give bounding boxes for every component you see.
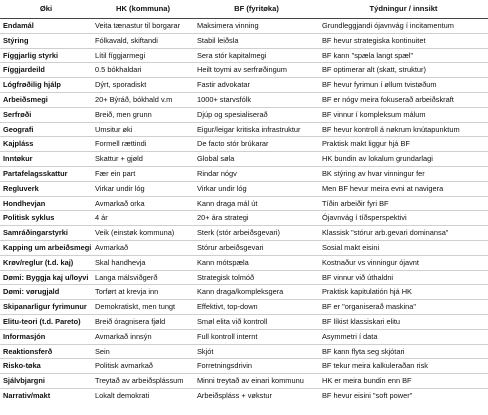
municipality-cell: Avmarkað orka [92,196,194,211]
company-cell: Effektivt, top-down [194,300,319,315]
row-label: Endamál [0,19,92,34]
table-row [0,388,488,402]
company-cell: Sterk (stór arbeiðsgevari) [194,226,319,241]
table-row [0,211,488,226]
company-cell: Forretningsdrivin [194,359,319,374]
company-cell: De facto stór brúkarar [194,137,319,152]
table-row [0,314,488,329]
municipality-cell: Umsitur øki [92,122,194,137]
municipality-cell: Formell rættindi [92,137,194,152]
municipality-cell: Veita tænastur til borgarar [92,19,194,34]
municipality-cell: Avmarkað innsýn [92,329,194,344]
table-row [0,137,488,152]
insight-cell: BF vinnur í kompleksum málum [319,107,488,122]
municipality-cell: Treytað av arbeiðsplássum [92,374,194,389]
insight-cell: BF hevur strategiska kontinuitet [319,33,488,48]
insight-cell: Tíðin arbeiðir fyri BF [319,196,488,211]
company-cell: Stabil leiðsla [194,33,319,48]
table-row [0,33,488,48]
company-cell: Strategisk tolmóð [194,270,319,285]
insight-cell: BF hevur fyrimun í øllum tvistøðum [319,78,488,93]
insight-cell: Ójavnvág í tíðsperspektivi [319,211,488,226]
company-cell: Global søla [194,152,319,167]
company-cell: 1000+ starvsfólk [194,92,319,107]
municipality-cell: Langa málsviðgerð [92,270,194,285]
insight-cell: BF hevur kontroll á nøkrum knútapunktum [319,122,488,137]
municipality-cell: Breið óragnisera fjøld [92,314,194,329]
insight-cell: BF er nógv meira fokuserað arbeiðskraft [319,92,488,107]
insight-cell: Grundleggjandi ójavnvág í incitamentum [319,19,488,34]
table-row [0,181,488,196]
table-row [0,255,488,270]
table-row [0,240,488,255]
insight-cell: BK stýring av hvar vinningur fer [319,166,488,181]
row-label: Skipanarligur fyrimunur [0,300,92,315]
company-cell: Minni treytað av einari kommunu [194,374,319,389]
company-cell: 20+ ára strategi [194,211,319,226]
municipality-cell: Avmarkað [92,240,194,255]
row-label: Serfrøði [0,107,92,122]
insight-cell: Sosial makt eisini [319,240,488,255]
company-cell: Heilt toymi av serfrøðingum [194,63,319,78]
row-label: Fíggjarlig styrki [0,48,92,63]
row-label: Dømi: vørugjald [0,285,92,300]
table-row [0,19,488,34]
header-insight: Týdningur / innsikt [319,0,488,19]
row-label: Elitu-teori (t.d. Pareto) [0,314,92,329]
insight-cell: BF vinnur við úthaldni [319,270,488,285]
table-row [0,226,488,241]
table-row [0,285,488,300]
header-municipality: HK (kommuna) [92,0,194,19]
company-cell: Virkar undir lóg [194,181,319,196]
company-cell: Kann draga/kompleksgera [194,285,319,300]
company-cell: Kann mótspæla [194,255,319,270]
row-label: Fíggjardeild [0,63,92,78]
insight-cell: BF er "organiserað maskina" [319,300,488,315]
company-cell: Maksimera vinning [194,19,319,34]
row-label: Hondhevjan [0,196,92,211]
municipality-cell: Virkar undir lóg [92,181,194,196]
row-label: Inntøkur [0,152,92,167]
insight-cell: Praktisk kapitulatión hjá HK [319,285,488,300]
table-row [0,344,488,359]
table-row [0,122,488,137]
row-label: Stýring [0,33,92,48]
insight-cell: Kostnaður vs vinningur ójavnt [319,255,488,270]
table-row [0,359,488,374]
municipality-cell: Fær ein part [92,166,194,181]
municipality-cell: 20+ Býráð, bókhald v.m [92,92,194,107]
table-body [0,19,488,403]
row-label: Reaktionsferð [0,344,92,359]
company-cell: Smøl elita við kontroll [194,314,319,329]
header-company: BF (fyritøka) [194,0,319,19]
insight-cell: BF líkist klassiskari elitu [319,314,488,329]
insight-cell: Asymmetri í data [319,329,488,344]
insight-cell: HK bundin av lokalum grundarlagi [319,152,488,167]
row-label: Partafelagsskattur [0,166,92,181]
municipality-cell: Politisk avmarkað [92,359,194,374]
municipality-cell: Skattur + gjøld [92,152,194,167]
row-label: Krøv/reglur (t.d. kaj) [0,255,92,270]
company-cell: Arbeiðspláss + vøkstur [197,390,272,400]
municipality-cell: Dýrt, sporadiskt [92,78,194,93]
municipality-cell: Veik (einstøk kommuna) [92,226,194,241]
row-label: Dømi: Byggja kaj u/loyvi [0,270,92,285]
row-label: Informasjón [0,329,92,344]
table-row [0,152,488,167]
row-label: Lógfrøðilig hjálp [0,78,92,93]
municipality-cell: 0.5 bókhaldari [92,63,194,78]
row-label: Arbeiðsmegi [0,92,92,107]
table-row [0,166,488,181]
table-row [0,107,488,122]
table-row [0,196,488,211]
company-cell: Sera stór kapitalmegi [194,48,319,63]
company-cell: Kann draga mál út [194,196,319,211]
table-row [0,270,488,285]
row-label: Samráðingarstyrki [0,226,92,241]
company-cell: Full kontroll internt [194,329,319,344]
insight-cell: BF kann flyta seg skjótari [319,344,488,359]
municipality-cell: 4 ár [92,211,194,226]
insight-cell: BF kann "spæla langt spæl" [319,48,488,63]
row-label: Politisk syklus [0,211,92,226]
insight-cell: BF optimerar alt (skatt, struktur) [319,63,488,78]
company-cell: Skjót [194,344,319,359]
municipality-cell: Demokratiskt, men tungt [92,300,194,315]
insight-cell: Klassisk "stórur arb.gevari dominansa" [319,226,488,241]
municipality-cell: Fólkavald, skiftandi [92,33,194,48]
row-label: Regluverk [0,181,92,196]
insight-cell: Men BF hevur meira evni at navigera [319,181,488,196]
table-row [0,48,488,63]
company-cell: Eigur/leigar kritiska infrastruktur [194,122,319,137]
company-cell: Fastir advokatar [194,78,319,93]
row-label: Kajpláss [0,137,92,152]
company-cell: Djúp og spesialiserað [194,107,319,122]
table-row [0,92,488,107]
table-row [0,329,488,344]
table-row [0,300,488,315]
header-area: Øki [0,0,92,19]
insight-cell: BF hevur eisini "soft power" [322,390,413,400]
table-row [0,78,488,93]
insight-cell: HK er meira bundin enn BF [319,374,488,389]
row-label: Sjálvbjargni [0,374,92,389]
municipality-cell: Torført at krevja inn [92,285,194,300]
insight-cell: BF tekur meira kalkuleraðan risk [319,359,488,374]
municipality-cell: Sein [92,344,194,359]
table-row [0,374,488,389]
row-label: Kapping um arbeiðsmegi [0,240,92,255]
company-cell: Stórur arbeiðsgevari [194,240,319,255]
row-label: Risko-tøka [0,359,92,374]
municipality-cell: Breið, men grunn [92,107,194,122]
municipality-cell: Lokalt demokrati [95,390,150,400]
company-cell: Rindar nógv [194,166,319,181]
table-row [0,63,488,78]
insight-cell: Praktisk makt liggur hjá BF [319,137,488,152]
row-label: Narrativ/makt [3,390,51,400]
header-row [0,0,488,19]
row-label: Geografi [0,122,92,137]
municipality-cell: Lítil fíggjarmegi [92,48,194,63]
municipality-cell: Skal handhevja [92,255,194,270]
